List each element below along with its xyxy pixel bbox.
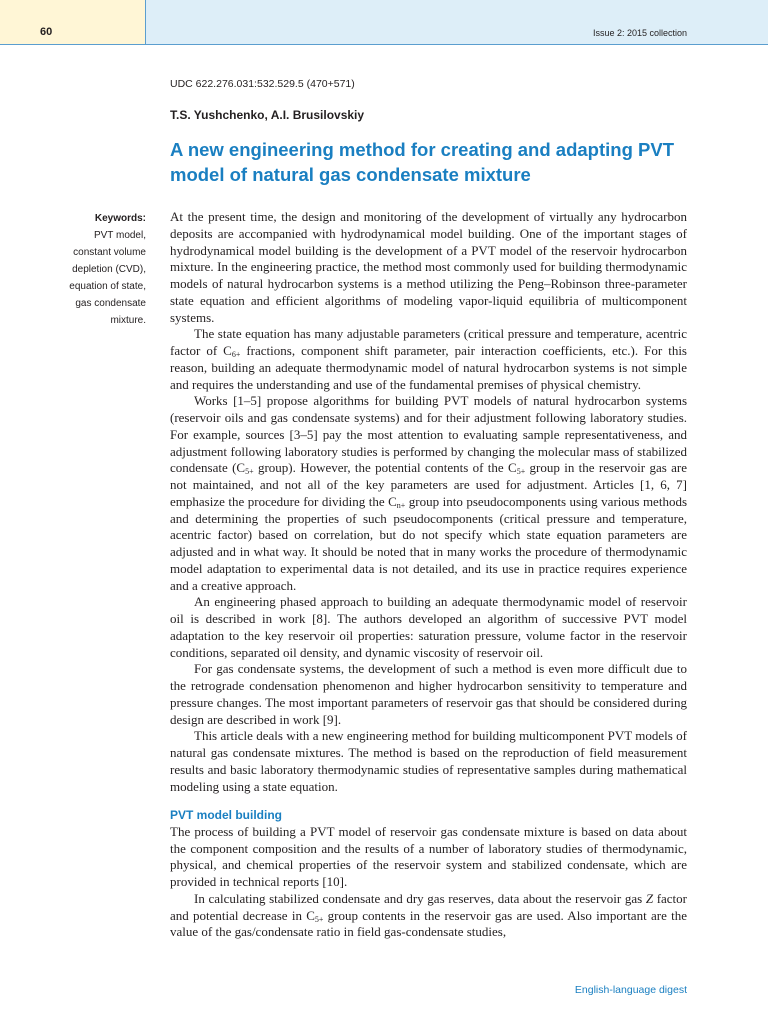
keyword-item: PVT model, [93, 230, 146, 241]
body-paragraph: For gas condensate systems, the development of such a method is even more difficult due to the retrograde condensation phenomenon and higher hydrocarbon sensitivity to temperature and pressure changes. The most important parameters of reservoir gas that should be considered during design are described in work [9]. [170, 661, 687, 727]
page-number: 60 [40, 26, 53, 38]
keywords-label: Keywords: [94, 213, 146, 224]
keyword-item: gas condensate [75, 298, 146, 309]
body-paragraph: At the present time, the design and monitoring of the development of virtually any hydrocarbon deposits are accompanied with hydrodynamical model building. One of the important stages of hydrodynamical model building is the development of a PVT model of the reservoir hydrocarbon mixture. In the engineering practice, the method most commonly used for building thermodynamic models of natural hydrocarbon systems is a method utilizing the Peng–Robinson three-parameter state equation and efficient algorithms of modeling vapor-liquid equilibria of multicomponent systems. [170, 209, 687, 325]
udc-code: UDC 622.276.031:532.529.5 (470+571) [170, 78, 355, 90]
keyword-item: constant volume [73, 247, 146, 258]
article-body [170, 209, 687, 941]
body-paragraph: The process of building a PVT model of reservoir gas condensate mixture is based on data about the component composition and the results of a number of laboratory studies of thermodynamic, physical, and chemical properties of the reservoir system and stabilized condensate, which are provided in technical reports [10]. [170, 823, 687, 889]
authors: T.S. Yushchenko, A.I. Brusilovskiy [170, 108, 365, 122]
footer-label: English-language digest [574, 984, 687, 996]
header-divider [0, 44, 768, 45]
section-heading: PVT model building [170, 808, 282, 823]
keyword-item: depletion (CVD), [72, 264, 146, 275]
keyword-item: mixture. [110, 315, 146, 326]
body-paragraph: The state equation has many adjustable parameters (critical pressure and temperature, acentric factor of $C_{6+}$ fractions, component shift parameter, pair interaction coefficients, etc.). For this reason, building an adequate thermodynamic model of natural hydrocarbon systems is not simple and requires the understanding and use of the fundamental premises of physical chemistry. [170, 326, 687, 392]
body-paragraph: In calculating stabilized condensate and dry gas reserves, data about the reservoir gas Z factor and potential decrease in $C_{5+}$ group contents in the reservoir gas are used. Also important are the value of the gas/condensate ratio in field gas-condensate studies, [170, 890, 688, 940]
issue-label: Issue 2: 2015 collection [592, 28, 687, 38]
keywords-sidebar [36, 210, 146, 329]
body-paragraph: Works [1–5] propose algorithms for building PVT models of natural hydrocarbon systems (reservoir oils and gas condensate systems) and for their adjustment following laboratory studies. For example, sources [3–5] pay the most attention to evaluating sample representativeness, and adjustment following laboratory studies is performed by changing the molecular mass of stabilized condensate ($C_{5+}$ group). However, the potential contents of the $C_{5+}$ group in the reservoir gas are not maintained, and not all of the key parameters are used for adjustment. Articles [1, 6, 7] emphasize the procedure for dividing the $C_{n+}$ group into pseudocomponents using various methods and determining the properties of such pseudocomponents (critical pressure and temperature, acentric factor) based on correlation, but do not specify which state equation parameters are adjusted and in what way. It should be noted that in many works the procedure of thermodynamic model adaptation to experimental data is not detailed, and its use in practice requires experience and a creative approach. [170, 393, 688, 593]
body-paragraph: This article deals with a new engineering method for building multicomponent PVT models of natural gas condensate mixtures. The method is based on the reproduction of field measurement results and basic laboratory thermodynamic studies of representative samples during mathematical modeling using a state equation. [170, 728, 687, 794]
keyword-item: equation of state, [69, 281, 146, 292]
article-title: A new engineering method for creating and adapting PVT model of natural gas condensate mixture [170, 139, 674, 185]
page-number-box [0, 0, 146, 44]
body-paragraph: An engineering phased approach to building an adequate thermodynamic model of reservoir oil is described in work [8]. The authors developed an algorithm of successive PVT model adaptation to the key reservoir oil properties: saturation pressure, volume factor in the reservoir conditions, separated oil density, and dynamic viscosity of reservoir oil. [170, 594, 687, 660]
